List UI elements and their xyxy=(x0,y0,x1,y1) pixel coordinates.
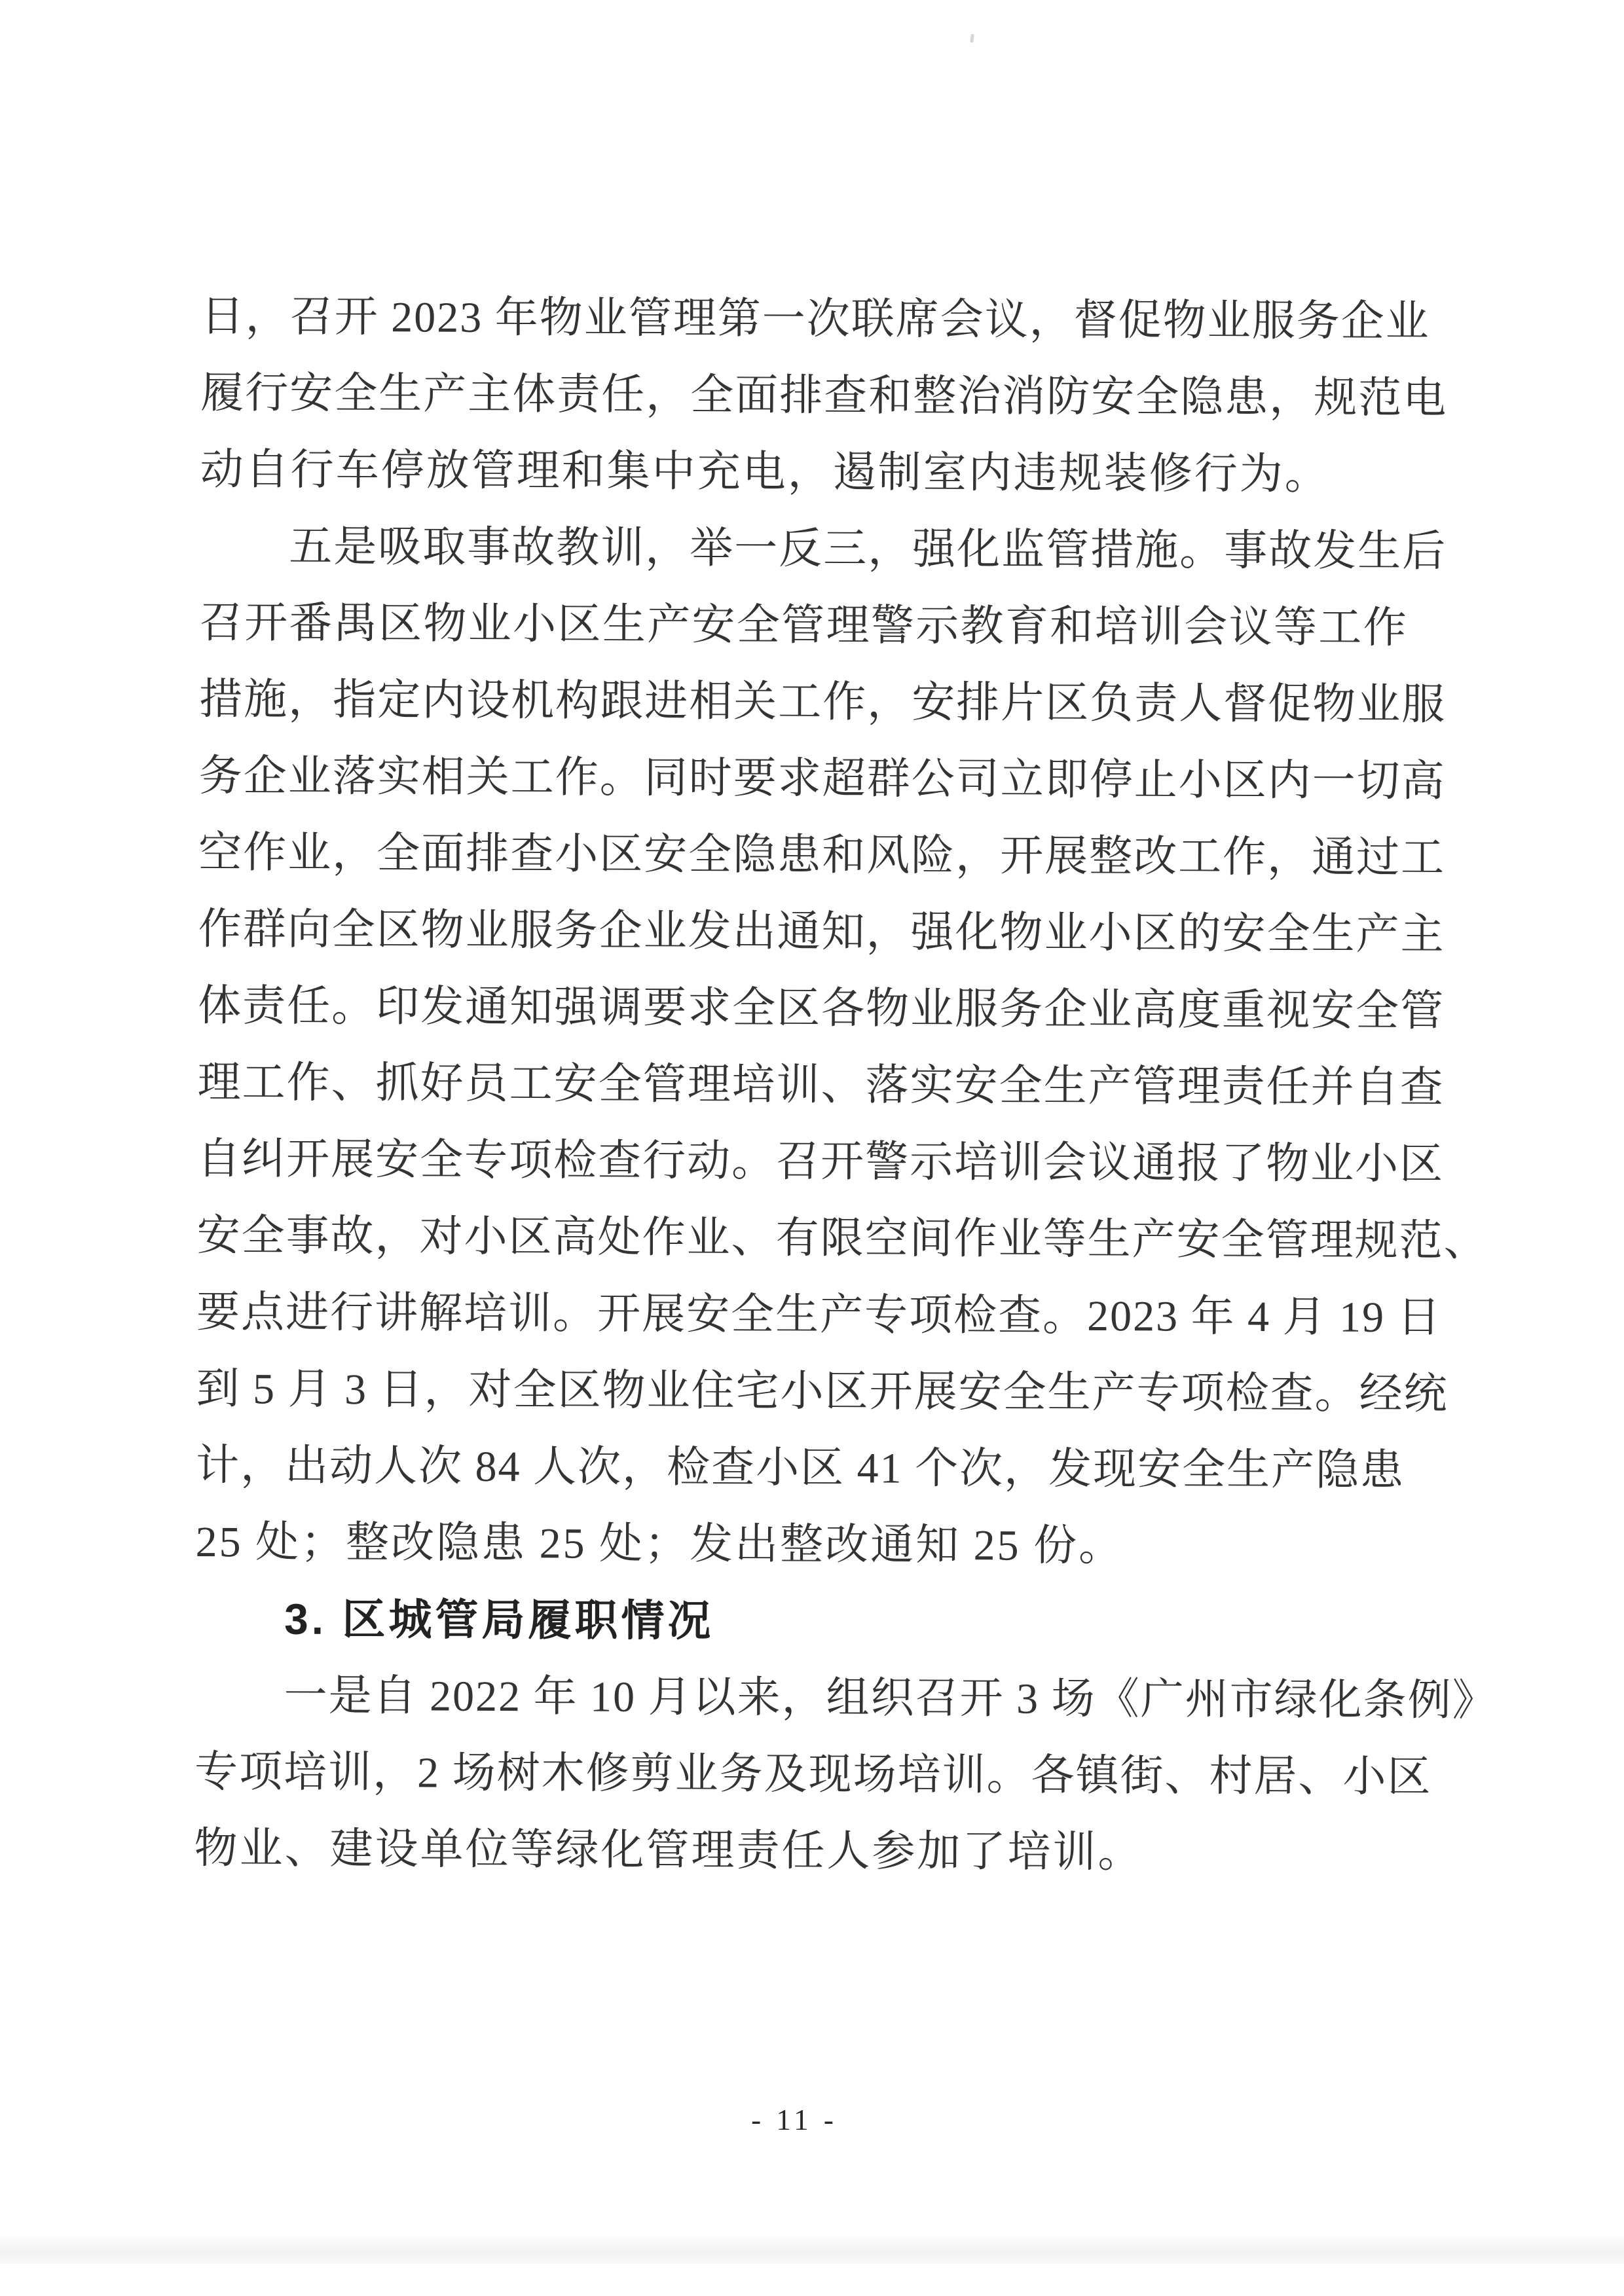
text-line: 动自行车停放管理和集中充电，遏制室内违规装修行为。 xyxy=(200,445,1330,499)
paragraph xyxy=(194,1657,1497,1892)
text-line: 体责任。印发通知强调要求全区各物业服务企业高度重视安全管 xyxy=(197,981,1445,1036)
scan-speck xyxy=(970,34,974,43)
paragraph xyxy=(195,508,1488,1586)
text-line: 召开番禺区物业小区生产安全管理警示教育和培训会议等工作 xyxy=(199,598,1408,653)
text-line: 安全事故，对小区高处作业、有限空间作业等生产安全管理规范、 xyxy=(196,1211,1488,1266)
text-line: 自纠开展安全专项检查行动。召开警示培训会议通报了物业小区 xyxy=(196,1135,1445,1189)
text-line: 空作业，全面排查小区安全隐患和风险，开展整改工作，通过工 xyxy=(198,828,1446,883)
text-line: 履行安全生产主体责任，全面排查和整治消防安全隐患，规范电 xyxy=(200,369,1448,423)
text-line: 一是自 2022 年 10 月以来，组织召开 3 场《广州市绿化条例》 xyxy=(284,1671,1497,1725)
text-line: 务企业落实相关工作。同时要求超群公司立即停止小区内一切高 xyxy=(198,752,1446,806)
paragraph xyxy=(200,278,1448,513)
text-line: 作群向全区物业服务企业发出通知，强化物业小区的安全生产主 xyxy=(198,905,1445,959)
text-line: 25 处；整改隐患 25 处；发出整改通知 25 份。 xyxy=(195,1518,1124,1571)
text-line: 计，出动人次 84 人次，检查小区 41 个次，发现安全生产隐患 xyxy=(195,1441,1405,1495)
scan-shadow xyxy=(0,2236,1624,2264)
text-line: 专项培训，2 场树木修剪业务及现场培训。各镇街、村居、小区 xyxy=(194,1747,1432,1802)
section-heading xyxy=(195,1580,1403,1662)
text-line: 五是吸取事故教训，举一反三，强化监管措施。事故发生后 xyxy=(289,522,1447,576)
text-line: 物业、建设单位等绿化管理责任人参加了培训。 xyxy=(194,1824,1143,1877)
text-line: 措施，指定内设机构跟进相关工作，安排片区负责人督促物业服 xyxy=(199,675,1447,729)
text-line: 理工作、抓好员工安全管理培训、落实安全生产管理责任并自查 xyxy=(197,1058,1445,1112)
body-text xyxy=(194,278,1497,1892)
text-line: 日，召开 2023 年物业管理第一次联席会议，督促物业服务企业 xyxy=(200,292,1430,346)
text-line: 到 5 月 3 日，对全区物业住宅小区开展安全生产专项检查。经统 xyxy=(196,1364,1449,1419)
heading-line: 3. 区城管局履职情况 xyxy=(284,1594,714,1645)
page-number: - 11 - xyxy=(751,2104,838,2136)
text-line: 要点进行讲解培训。开展安全生产专项检查。2023 年 4 月 19 日 xyxy=(196,1288,1442,1342)
